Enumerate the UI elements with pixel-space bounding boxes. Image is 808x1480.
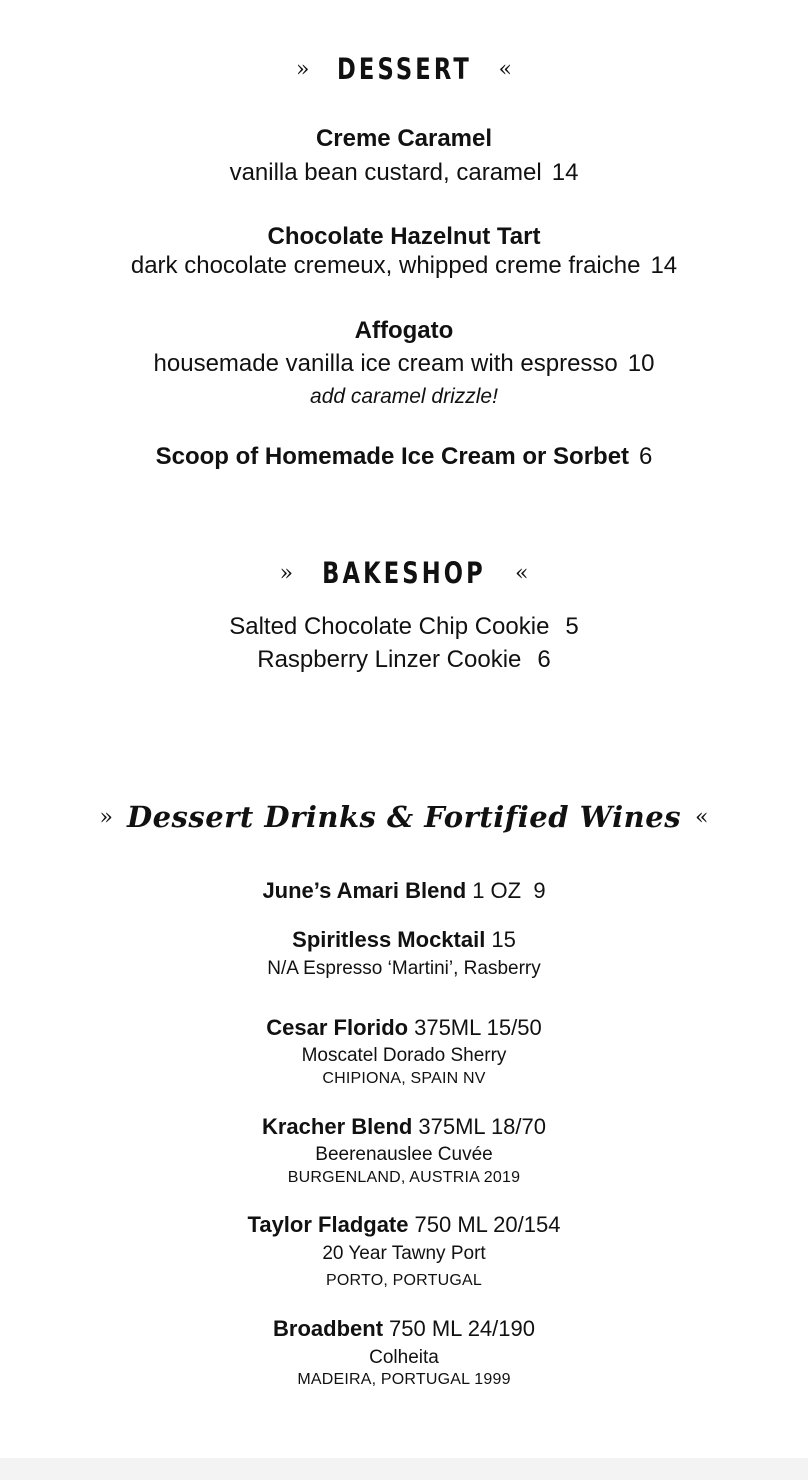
drink-item-price: 1 OZ 9 (472, 878, 546, 903)
right-guillemet-icon: » (279, 560, 294, 586)
drink-item-price: 15 (491, 927, 516, 952)
dessert-item-line (0, 443, 808, 471)
drink-item-title (0, 1114, 808, 1140)
dessert-item-price: 14 (551, 159, 579, 186)
dessert-item-name: Scoop of Homemade Ice Cream or Sorbet (155, 443, 630, 470)
drink-item-desc: Beerenauslee Cuvée (315, 1144, 493, 1165)
drink-item-name: June’s Amari Blend (262, 878, 467, 903)
dessert-item-price: 10 (627, 350, 655, 377)
dessert-item-desc: housemade vanilla ice cream with espresso (153, 350, 618, 377)
drinks-section-header (0, 800, 808, 834)
bakeshop-section-header (0, 556, 808, 590)
drink-item-price: 750 ML 24/190 (389, 1316, 535, 1341)
bakeshop-item-name: Raspberry Linzer Cookie (257, 646, 522, 673)
drink-item-price: 375ML 18/70 (418, 1114, 546, 1139)
drink-item-origin: CHIPIONA, SPAIN NV (322, 1070, 486, 1087)
dessert-item-name: Affogato (354, 317, 454, 344)
drink-item-title (0, 927, 808, 953)
drink-item-price: 375ML 15/50 (414, 1015, 542, 1040)
drinks-section-title: Dessert Drinks & Fortified Wines (126, 800, 682, 834)
drink-item-desc: Moscatel Dorado Sherry (301, 1045, 507, 1066)
drink-item-desc: Colheita (369, 1347, 439, 1368)
drink-item-desc: N/A Espresso ‘Martini’, Rasberry (267, 958, 541, 979)
dessert-item-price: 14 (650, 252, 678, 279)
drink-item-origin: PORTO, PORTUGAL (326, 1272, 482, 1289)
left-guillemet-icon: « (514, 560, 529, 586)
dessert-item-name: Chocolate Hazelnut Tart (267, 223, 541, 250)
drink-item-name: Kracher Blend (261, 1114, 413, 1139)
bakeshop-item-price: 5 (565, 613, 579, 640)
bakeshop-item-name: Salted Chocolate Chip Cookie (229, 613, 550, 640)
dessert-item-line (0, 350, 808, 378)
dessert-section-header (0, 52, 808, 86)
drink-item-name: Cesar Florido (266, 1015, 409, 1040)
dessert-item-line (0, 252, 808, 280)
dessert-item-desc: dark chocolate cremeux, whipped creme fraiche (130, 252, 641, 279)
bakeshop-item-price: 6 (537, 646, 551, 673)
bakeshop-item (0, 646, 808, 674)
drink-item-title (0, 1015, 808, 1041)
page-bottom-divider (0, 1458, 808, 1480)
drink-item-name: Spiritless Mocktail (292, 927, 486, 952)
drink-item-origin: MADEIRA, PORTUGAL 1999 (297, 1371, 511, 1388)
drink-item-price: 750 ML 20/154 (414, 1212, 561, 1237)
drink-item-title (0, 1212, 808, 1238)
drink-item-desc: 20 Year Tawny Port (322, 1243, 486, 1264)
bakeshop-section-title: BAKESHOP (322, 556, 486, 590)
bakeshop-item (0, 613, 808, 641)
drink-item-origin: BURGENLAND, AUSTRIA 2019 (287, 1169, 521, 1186)
right-guillemet-icon: » (99, 804, 113, 830)
left-guillemet-icon: « (695, 804, 709, 830)
dessert-item-price: 6 (639, 443, 653, 470)
dessert-section-title: DESSERT (336, 52, 472, 86)
right-guillemet-icon: » (296, 56, 310, 82)
drink-item-name: Taylor Fladgate (247, 1212, 409, 1237)
dessert-item-name: Creme Caramel (315, 125, 493, 152)
drink-item-title (0, 878, 808, 904)
left-guillemet-icon: « (498, 56, 512, 82)
drink-item-title (0, 1316, 808, 1342)
dessert-item-line (0, 159, 808, 187)
dessert-item-desc: vanilla bean custard, caramel (229, 159, 542, 186)
dessert-item-note: add caramel drizzle! (310, 385, 498, 408)
drink-item-name: Broadbent (273, 1316, 384, 1341)
